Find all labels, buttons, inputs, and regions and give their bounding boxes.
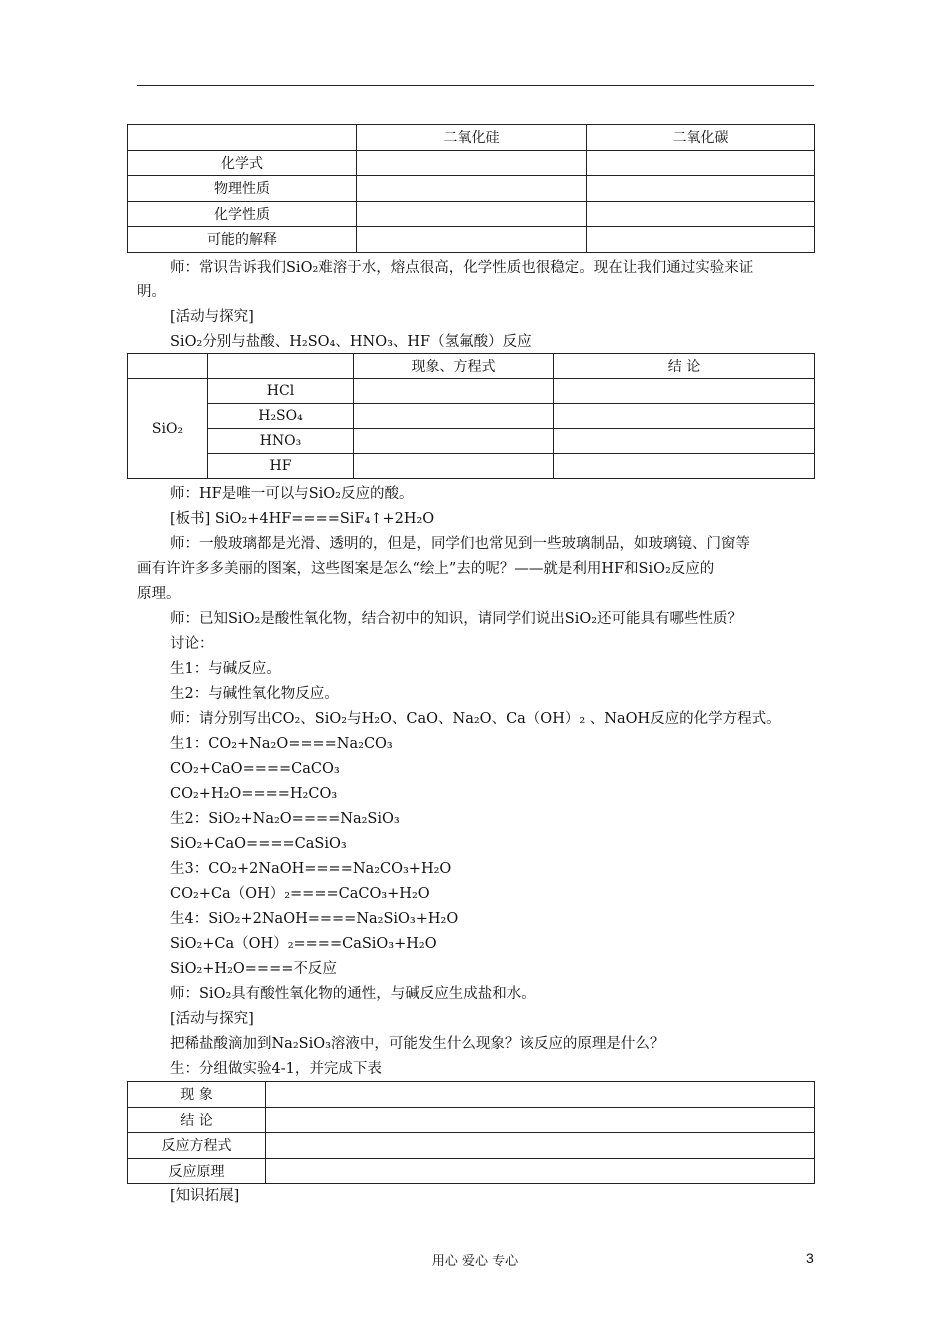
table1-row-label: 物理性质: [128, 176, 357, 202]
table-cell: [587, 150, 815, 176]
table-cell: [587, 176, 815, 202]
paragraph: SiO₂分别与盐酸、H₂SO₄、HNO₃、HF（氢氟酸）反应: [170, 334, 532, 350]
experiment-table: [127, 1081, 815, 1184]
text-line: CO₂+H₂O====H₂CO₃: [170, 786, 338, 802]
text-line: 生1：CO₂+Na₂O====Na₂CO₃: [170, 736, 393, 752]
table2-acid: H₂SO₄: [208, 404, 354, 429]
table-cell: [554, 379, 815, 404]
table-cell: [554, 429, 815, 454]
text-line: 讨论：: [170, 636, 214, 652]
text-line: CO₂+CaO====CaCO₃: [170, 761, 340, 777]
table3-row-label: 反应方程式: [128, 1133, 266, 1159]
table2-header-conclusion: 结 论: [554, 354, 815, 379]
table-cell: [354, 454, 554, 479]
table2-row-head: SiO₂: [128, 379, 208, 479]
paragraph: 师：常识告诉我们SiO₂难溶于水，熔点很高，化学性质也很稳定。现在让我们通过实验来证: [170, 260, 754, 276]
text-line: 生2：与碱性氧化物反应。: [170, 686, 339, 702]
table-cell: [266, 1133, 815, 1159]
section-heading: [活动与探究]: [170, 309, 254, 325]
text-line: 生1：与碱反应。: [170, 661, 281, 677]
text-line: 生2：SiO₂+Na₂O====Na₂SiO₃: [170, 811, 400, 827]
table3-row-label: 反应原理: [128, 1158, 266, 1184]
table-cell: [354, 379, 554, 404]
table2-acid: HCl: [208, 379, 354, 404]
acid-reaction-table: [127, 353, 815, 479]
table-cell: [554, 454, 815, 479]
text-line: SiO₂+CaO====CaSiO₃: [170, 836, 347, 852]
table1-header-co2: 二氧化碳: [587, 125, 815, 151]
table-cell: [354, 429, 554, 454]
table1-row-label: 化学式: [128, 150, 357, 176]
table-cell: [357, 150, 587, 176]
text-line: 原理。: [137, 586, 181, 602]
table1-row-label: 化学性质: [128, 201, 357, 227]
table-cell: [357, 227, 587, 253]
table-cell: [587, 201, 815, 227]
text-line: 把稀盐酸滴加到Na₂SiO₃溶液中，可能发生什么现象？该反应的原理是什么？: [170, 1036, 665, 1052]
table-cell: [354, 404, 554, 429]
text-line: SiO₂+Ca（OH）₂====CaSiO₃+H₂O: [170, 936, 437, 952]
table-cell: [266, 1107, 815, 1133]
table-cell: [554, 404, 815, 429]
text-line: 师：HF是唯一可以与SiO₂反应的酸。: [170, 486, 414, 502]
paragraph: 明。: [137, 284, 166, 300]
text-line: 师：请分别写出CO₂、SiO₂与H₂O、CaO、Na₂O、Ca（OH）₂ 、NaOH反应的化学方程式。: [170, 711, 781, 727]
text-line: SiO₂+H₂O====不反应: [170, 961, 337, 977]
table-cell: [587, 227, 815, 253]
text-line: 画有许许多多美丽的图案，这些图案是怎么“绘上”去的呢？——就是利用HF和SiO₂反应的: [137, 561, 715, 577]
table2-acid: HF: [208, 454, 354, 479]
table2-acid: HNO₃: [208, 429, 354, 454]
table1-row-label: 可能的解释: [128, 227, 357, 253]
text-line: 生：分组做实验4-1，并完成下表: [170, 1061, 382, 1077]
table1-corner: [128, 125, 357, 151]
table2-header-phenomenon: 现象、方程式: [354, 354, 554, 379]
text-line: CO₂+Ca（OH）₂====CaCO₃+H₂O: [170, 886, 430, 902]
comparison-table: [127, 124, 815, 253]
table3-row-label: 结 论: [128, 1107, 266, 1133]
table-cell: [208, 354, 354, 379]
text-line: 生3：CO₂+2NaOH====Na₂CO₃+H₂O: [170, 861, 452, 877]
text-line: 师：SiO₂具有酸性氧化物的通性，与碱反应生成盐和水。: [170, 986, 536, 1002]
page-footer: 用心 爱心 专心: [431, 1254, 519, 1269]
page-number: 3: [806, 1250, 814, 1266]
section-heading: [活动与探究]: [170, 1011, 254, 1027]
text-line: 生4：SiO₂+2NaOH====Na₂SiO₃+H₂O: [170, 911, 459, 927]
table-cell: [266, 1158, 815, 1184]
table2-corner: [128, 354, 208, 379]
section-heading: [知识拓展]: [170, 1188, 240, 1204]
text-line: [板书] SiO₂+4HF====SiF₄↑+2H₂O: [170, 511, 435, 527]
table1-header-sio2: 二氧化硅: [357, 125, 587, 151]
table-cell: [357, 201, 587, 227]
text-line: 师：已知SiO₂是酸性氧化物，结合初中的知识，请同学们说出SiO₂还可能具有哪些性质？: [170, 611, 743, 627]
table3-row-label: 现 象: [128, 1082, 266, 1108]
table-cell: [357, 176, 587, 202]
table-cell: [266, 1082, 815, 1108]
header-rule: [137, 85, 814, 86]
text-line: 师：一般玻璃都是光滑、透明的，但是，同学们也常见到一些玻璃制品，如玻璃镜、门窗等: [170, 536, 750, 552]
